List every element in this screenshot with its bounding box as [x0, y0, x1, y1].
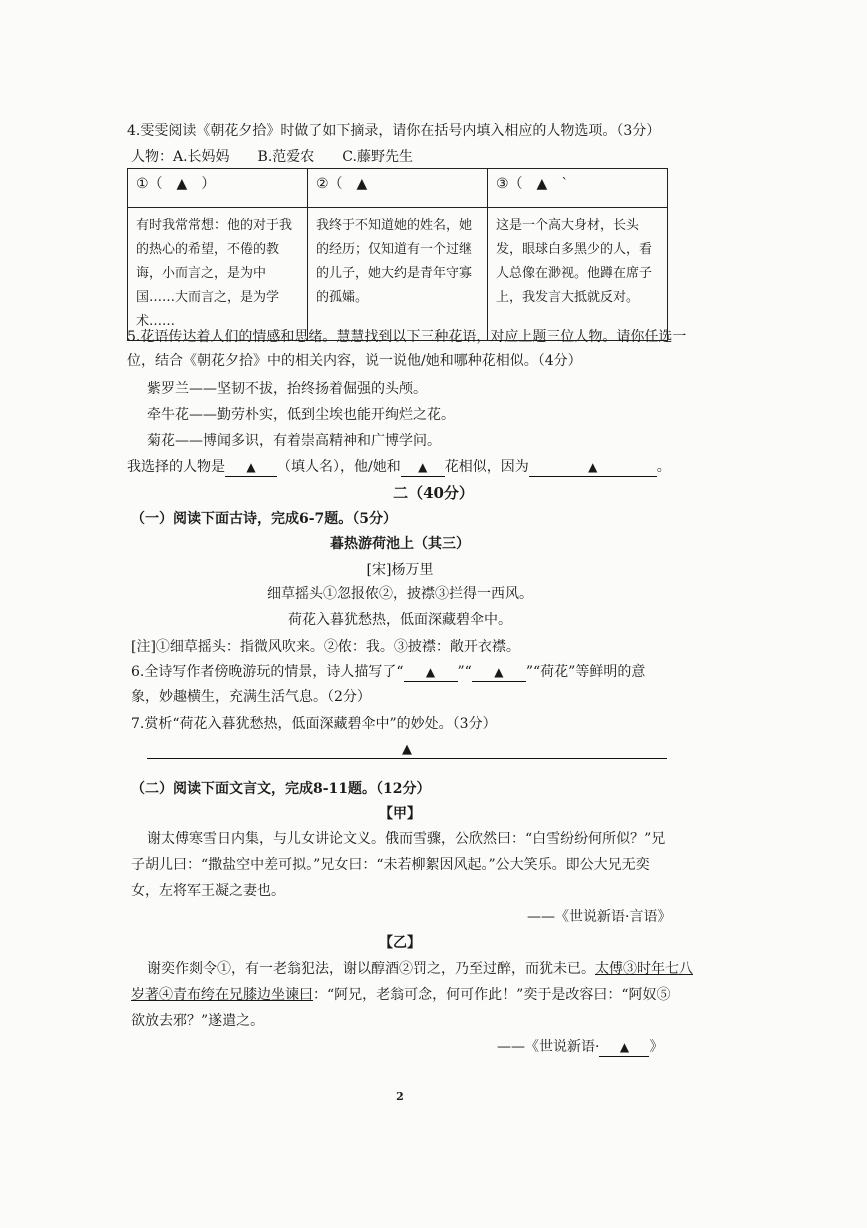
- q6-blank-1[interactable]: ▲: [404, 663, 458, 682]
- excerpt-1: 有时我常常想：他的对于我的热心的希望，不倦的教诲，小而言之，是为中国……大而言之，是为学术……: [128, 208, 308, 341]
- q6-line-1: [131, 663, 645, 682]
- answer-cell-1[interactable]: ①（ ▲ ）: [128, 169, 308, 208]
- poem-note: [注]①细草摇头：指微风吹来。②侬：我。③披襟：敞开衣襟。: [131, 639, 520, 655]
- q5-prompt-1: 5.花语传达着人们的情感和思绪。慧慧找到以下三种花语，对应上题三位人物。请你任选一: [127, 329, 687, 345]
- poem-author: [宋]杨万里: [366, 562, 434, 578]
- yi-source-text-a: ——《世说新语·: [497, 1039, 600, 1055]
- poem-line-1: 细草摇头①忽报侬②，披襟③拦得一西风。: [267, 586, 533, 602]
- answer-text-d: 。: [656, 459, 671, 475]
- jia-line-1: 谢太傅寒雪日内集，与儿女讲论文义。俄而雪骤，公欣然曰：“白雪纷纷何所似？”兄: [147, 831, 666, 847]
- q4-options: 人物：A.长妈妈 B.范爱农 C.藤野先生: [131, 149, 413, 165]
- q5-prompt-2: 位，结合《朝花夕拾》中的相关内容，说一说他/她和哪种花相似。（4分）: [127, 353, 582, 369]
- answer-text-b: （填人名），他/她和: [277, 459, 401, 475]
- yi-source-text-b: 》: [649, 1039, 664, 1055]
- yi-line-1: [147, 960, 693, 978]
- person-blank[interactable]: ▲: [225, 458, 277, 477]
- q7-prompt: 7.赏析“荷花入暮犹愁热，低面深藏碧伞中”的妙处。（3分）: [131, 716, 497, 732]
- q6-line-2: 象，妙趣横生，充满生活气息。（2分）: [131, 689, 371, 705]
- excerpt-2: 我终于不知道她的姓名，她的经历；仅知道有一个过继的儿子，她大约是青年守寡的孤孀。: [308, 208, 488, 341]
- yi-line-2: [131, 986, 670, 1004]
- answer-text-a: 我选择的人物是: [127, 459, 225, 475]
- flower-chrysanthemum: 菊花——博闻多识，有着崇高精神和广博学问。: [147, 433, 441, 449]
- q4-prompt: 4.雯雯阅读《朝花夕拾》时做了如下摘录，请你在括号内填入相应的人物选项。（3分）: [127, 123, 661, 139]
- yi-line-2-text: ：“阿兄，老翁可念，何可作此！”奕于是改容曰：“阿奴⑤: [313, 987, 671, 1003]
- q6-text-b: ”“: [457, 664, 472, 680]
- jia-label: 【甲】: [379, 806, 421, 822]
- jia-line-3: 女，左将军王凝之妻也。: [131, 883, 285, 899]
- part2-heading: （二）阅读下面文言文，完成8-11题。（12分）: [131, 781, 431, 797]
- answer-text-c: 花相似，因为: [444, 459, 529, 475]
- excerpt-3: 这是一个高大身材，长头发，眼球白多黑少的人，看人总像在渺视。他蹲在席子上，我发言大抵就反对。: [488, 208, 668, 341]
- yi-line-3: 欲放去邪？”遂遣之。: [131, 1013, 265, 1029]
- yi-source-blank[interactable]: ▲: [599, 1038, 649, 1057]
- q6-text-c: ”“荷花”等鲜明的意: [525, 664, 646, 680]
- page-number: 2: [396, 1090, 404, 1103]
- poem-title: 暮热游荷池上（其三）: [330, 536, 470, 552]
- answer-cell-2[interactable]: ②（ ▲: [308, 169, 488, 208]
- yi-label: 【乙】: [379, 935, 421, 951]
- q6-text-a: 6.全诗写作者傍晚游玩的情景，诗人描写了“: [131, 664, 404, 680]
- q4-person-table: [127, 168, 668, 341]
- q7-answer-line[interactable]: [147, 758, 667, 759]
- yi-line-1-underlined: 太傅③时年七八: [595, 961, 693, 977]
- yi-line-1-text: 谢奕作剡令①，有一老翁犯法，谢以醇酒②罚之，乃至过醉，而犹未已。: [147, 961, 595, 977]
- reason-blank[interactable]: ▲: [529, 458, 657, 477]
- yi-source: [497, 1038, 663, 1057]
- flower-violet: 紫罗兰——坚韧不拔，抬终扬着倔强的头颅。: [147, 381, 427, 397]
- part1-heading: （一）阅读下面古诗，完成6-7题。（5分）: [131, 511, 398, 527]
- answer-cell-3[interactable]: ③（ ▲ `: [488, 169, 668, 208]
- section-2-heading: 二（40分）: [393, 484, 474, 502]
- q7-blank-mark: ▲: [402, 742, 412, 757]
- q5-answer-line: [127, 458, 671, 477]
- jia-line-2: 子胡儿曰：“撒盐空中差可拟。”兄女曰：“未若柳絮因风起。”公大笑乐。即公大兄无奕: [131, 857, 650, 873]
- flower-blank[interactable]: ▲: [401, 458, 445, 477]
- q6-blank-2[interactable]: ▲: [472, 663, 526, 682]
- yi-line-2-underlined: 岁著④青布绔在兄膝边坐谏曰: [131, 987, 313, 1003]
- jia-source: ——《世说新语·言语》: [527, 909, 672, 925]
- poem-line-2: 荷花入暮犹愁热，低面深藏碧伞中。: [288, 612, 512, 628]
- flower-morning-glory: 牵牛花——勤劳朴实，低到尘埃也能开绚烂之花。: [147, 407, 455, 423]
